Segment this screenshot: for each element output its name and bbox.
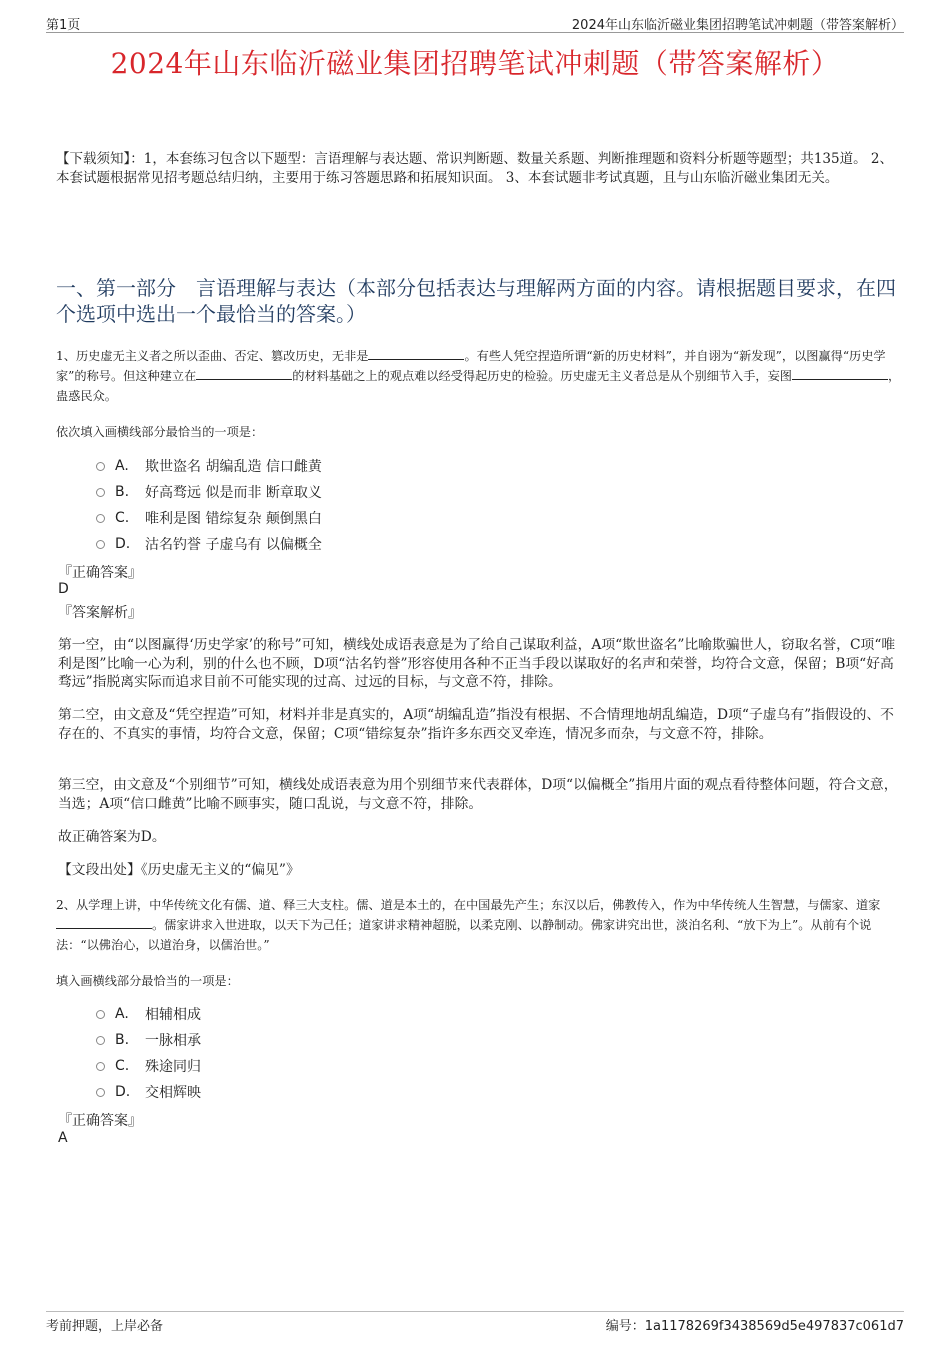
option-d[interactable]: D. 沽名钓誉 子虚乌有 以偏概全	[96, 531, 322, 557]
correct-answer-label: 『正确答案』	[58, 1113, 142, 1129]
radio-icon[interactable]	[96, 1010, 105, 1019]
answer-blank	[56, 916, 152, 929]
radio-icon[interactable]	[96, 488, 105, 497]
option-c[interactable]: C. 唯利是图 错综复杂 颠倒黑白	[96, 505, 322, 531]
correct-answer: A	[58, 1130, 68, 1146]
correct-answer-label: 『正确答案』	[58, 565, 142, 581]
document-id: 编号：1a1178269f3438569d5e497837c061d7	[605, 1319, 904, 1334]
question-2-stem: 2、从学理上讲，中华传统文化有儒、道、释三大支柱。儒、道是本土的，在中国最先产生；东汉以后，佛教传入，作为中华传统人生智慧，与儒家、道家。儒家讲求入世进取，以天下为己任；道家讲求精神超脱，以柔克刚、以静制动。佛家讲究出世，淡泊名利、“放下为上”。从前有个说法：“以佛治心，以道治身，以儒治世。”	[56, 898, 881, 953]
radio-icon[interactable]	[96, 462, 105, 471]
page-header	[46, 14, 904, 33]
analysis-paragraph: 第一空，由“以图赢得‘历史学家’的称号”可知，横线处成语表意是为了给自己谋取利益，A项“欺世盗名”比喻欺骗世人，窃取名誉，C项“唯利是图”比喻一心为利，别的什么也不顾，D项“沽名钓誉”形容使用各种不正当手段以谋取好的名声和荣誉，均符合文意，保留；B项“好高骛远”指脱离实际而追求目前不可能实现的过高、过远的目标，与文意不符，排除。	[58, 637, 896, 691]
header-doc-title: 2024年山东临沂磁业集团招聘笔试冲刺题（带答案解析）	[571, 18, 904, 33]
analysis-label: 『答案解析』	[58, 605, 142, 621]
document-title: 2024年山东临沂磁业集团招聘笔试冲刺题（带答案解析）	[110, 47, 840, 80]
question-2-options	[96, 1001, 201, 1105]
question-1-stem: 1、历史虚无主义者之所以歪曲、否定、篡改历史，无非是 。有些人凭空捏造所谓“新的历史材料”，并自诩为“新发现”，以图赢得“历史学家”的称号。但这种建立在 的材料基础之上的观点难以经受得起历史的检验。历史虚无主义者总是从个别细节入手，妄图 ，蛊惑民众。	[56, 349, 901, 404]
question-1-options	[96, 453, 322, 557]
answer-blank	[196, 367, 292, 380]
section-heading: 一、第一部分 言语理解与表达（本部分包括表达与理解两方面的内容。请根据题目要求，在四个选项中选出一个最恰当的答案。）	[56, 276, 896, 326]
correct-answer: D	[58, 581, 69, 597]
footer-slogan: 考前押题，上岸必备	[46, 1319, 164, 1334]
option-d[interactable]: D. 交相辉映	[96, 1079, 201, 1105]
analysis-paragraph: 第二空，由文意及“凭空捏造”可知，材料并非是真实的，A项“胡编乱造”指没有根据、不合情理地胡乱编造，D项“子虚乌有”指假设的、不存在的、不真实的事情，均符合文意，保留；C项“错综复杂”指许多东西交叉牵连，情况多而杂，与文意不符，排除。	[58, 707, 894, 742]
question-1-hint: 依次填入画横线部分最恰当的一项是：	[56, 425, 264, 439]
option-a[interactable]: A. 相辅相成	[96, 1001, 201, 1027]
text-source: 【文段出处】《历史虚无主义的“偏见”》	[58, 862, 300, 878]
download-notice: 【下载须知】：1，本套练习包含以下题型：言语理解与表达题、常识判断题、数量关系题、判断推理题和资料分析题等题型；共135道。 2、本套试题根据常见招考题总结归纳，主要用于练习答题思路和拓展知识面。 3、本套试题非考试真题，且与山东临沂磁业集团无关。	[56, 151, 893, 187]
radio-icon[interactable]	[96, 540, 105, 549]
radio-icon[interactable]	[96, 1088, 105, 1097]
option-a[interactable]: A. 欺世盗名 胡编乱造 信口雌黄	[96, 453, 322, 479]
analysis-paragraph: 第三空，由文意及“个别细节”可知，横线处成语表意为用个别细节来代表群体，D项“以偏概全”指用片面的观点看待整体问题，符合文意，当选；A项“信口雌黄”比喻不顾事实，随口乱说，与文意不符，排除。	[58, 777, 898, 812]
answer-blank	[792, 367, 888, 380]
radio-icon[interactable]	[96, 514, 105, 523]
option-c[interactable]: C. 殊途同归	[96, 1053, 201, 1079]
radio-icon[interactable]	[96, 1036, 105, 1045]
page-footer	[46, 1311, 904, 1334]
question-2-hint: 填入画横线部分最恰当的一项是：	[56, 974, 239, 988]
radio-icon[interactable]	[96, 1062, 105, 1071]
page-number: 第1页	[46, 18, 81, 33]
answer-blank	[368, 347, 464, 360]
analysis-conclusion: 故正确答案为D。	[58, 829, 166, 845]
option-b[interactable]: B. 好高骛远 似是而非 断章取义	[96, 479, 322, 505]
option-b[interactable]: B. 一脉相承	[96, 1027, 201, 1053]
